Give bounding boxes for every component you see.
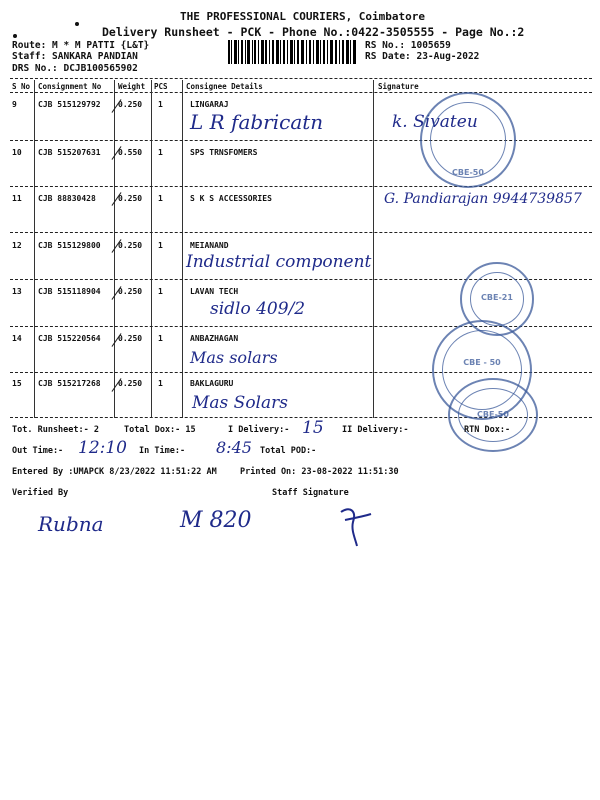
row-pcs: 1	[158, 100, 163, 109]
total-pod-label: Total POD:-	[260, 446, 317, 456]
ii-delivery-label: II Delivery:-	[342, 425, 409, 435]
row-weight: 0.250	[118, 379, 143, 388]
row-weight: 0.550	[118, 148, 143, 157]
staff-signature-mark	[335, 500, 375, 550]
row-sno: 10	[12, 148, 22, 157]
table-header-rule	[10, 92, 592, 93]
row-divider	[10, 186, 592, 187]
out-time-value: 12:10	[78, 438, 127, 458]
row-sno: 12	[12, 241, 22, 250]
row-consignment: CJB 515217268	[38, 379, 101, 388]
verifier-signature: Rubna	[38, 512, 104, 536]
barcode-image	[228, 40, 356, 64]
verified-by-label: Verified By	[12, 488, 69, 498]
row-sno: 9	[12, 100, 17, 109]
punch-dot	[13, 34, 17, 38]
col-consignee: Consignee Details	[186, 82, 263, 91]
rs-number: RS No.: 1005659	[365, 40, 451, 51]
printed-on: Printed On: 23-08-2022 11:51:30	[240, 467, 399, 477]
handwritten-note: Mas solars	[190, 348, 278, 367]
table-top-rule	[10, 78, 592, 79]
row-consignment: CJB 515129792	[38, 100, 101, 109]
row-consignee: LAVAN TECH	[190, 287, 239, 296]
tot-runsheet: Tot. Runsheet:- 2	[12, 425, 99, 435]
row-pcs: 1	[158, 241, 163, 250]
company-stamp: CBE-50	[448, 378, 538, 452]
entered-by: Entered By :UMAPCK 8/23/2022 11:51:22 AM	[12, 467, 217, 477]
col-weight: Weight	[118, 82, 146, 91]
row-weight: 0.250	[118, 241, 143, 250]
row-pcs: 1	[158, 379, 163, 388]
row-sno: 13	[12, 287, 22, 296]
out-time-label: Out Time:-	[12, 446, 64, 456]
company-stamp: CBE-21	[460, 262, 534, 336]
company-title: THE PROFESSIONAL COURIERS, Coimbatore	[180, 10, 426, 23]
staff-label: Staff: SANKARA PANDIAN	[12, 51, 138, 62]
row-consignee: LINGARAJ	[190, 100, 229, 109]
row-sno: 11	[12, 194, 22, 203]
row-weight: 0.250	[118, 287, 143, 296]
row-pcs: 1	[158, 334, 163, 343]
row-weight: 0.250	[118, 194, 143, 203]
row-pcs: 1	[158, 194, 163, 203]
row-consignment: CJB 515220564	[38, 334, 101, 343]
table-row	[0, 189, 600, 235]
total-dox: Total Dox:- 15	[124, 425, 196, 435]
row-consignee: S K S ACCESSORIES	[190, 194, 272, 203]
row-consignment: CJB 515207631	[38, 148, 101, 157]
receiver-signature: G. Pandiarajan 9944739857	[384, 191, 582, 207]
row-consignment: CJB 88830428	[38, 194, 96, 203]
drs-number: DRS No.: DCJB100565902	[12, 63, 138, 74]
runsheet-title: Delivery Runsheet - PCK - Phone No.:0422-3505555 - Page No.:2	[102, 25, 525, 39]
i-delivery-value: 15	[302, 418, 324, 438]
row-weight: 0.250	[118, 334, 143, 343]
col-consignment: Consignment No	[38, 82, 102, 91]
in-time-value: 8:45	[216, 438, 252, 457]
handwritten-note: Industrial component	[186, 252, 372, 272]
i-delivery-label: I Delivery:-	[228, 425, 290, 435]
in-time-label: In Time:-	[139, 446, 186, 456]
row-consignee: BAKLAGURU	[190, 379, 234, 388]
row-consignee: MEIANAND	[190, 241, 229, 250]
col-pcs: PCS	[154, 82, 168, 91]
row-pcs: 1	[158, 287, 163, 296]
row-weight: 0.250	[118, 100, 143, 109]
row-sno: 14	[12, 334, 22, 343]
row-divider	[10, 232, 592, 233]
row-pcs: 1	[158, 148, 163, 157]
route-label: Route: M * M PATTI {L&T}	[12, 40, 150, 51]
company-stamp: CBE - 50	[432, 320, 532, 420]
col-signature: Signature	[378, 82, 419, 91]
punch-dot	[75, 22, 79, 26]
handwritten-note: sidlo 409/2	[210, 299, 306, 319]
company-stamp: CBE-50	[420, 92, 516, 188]
staff-signature-label: Staff Signature	[272, 488, 349, 498]
handwritten-note: L R fabricatn	[190, 110, 324, 134]
row-consignment: CJB 515129800	[38, 241, 101, 250]
row-sno: 15	[12, 379, 22, 388]
rtn-dox-label: RTN Dox:-	[464, 425, 511, 435]
handwritten-note: Mas Solars	[192, 393, 288, 413]
rs-date: RS Date: 23-Aug-2022	[365, 51, 480, 62]
row-consignment: CJB 515118904	[38, 287, 101, 296]
row-consignee: ANBAZHAGAN	[190, 334, 239, 343]
receiver-signature: k. Sivateu	[392, 112, 478, 132]
row-consignee: SPS TRNSFOMERS	[190, 148, 258, 157]
col-sno: S No	[12, 82, 31, 91]
initials-signature: M 820	[180, 508, 252, 533]
